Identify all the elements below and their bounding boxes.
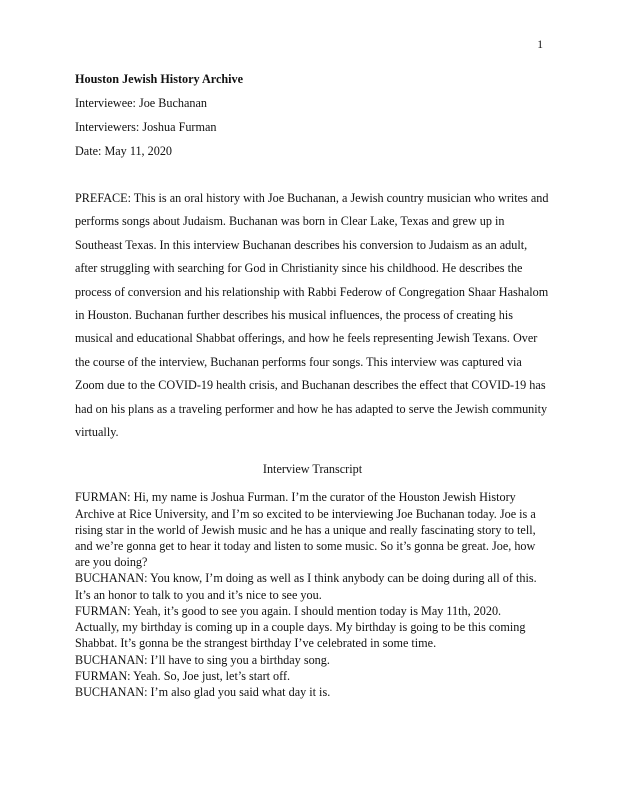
interviewers-line: Interviewers: Joshua Furman: [75, 120, 217, 134]
transcript: [75, 489, 550, 700]
page-number: 1: [537, 39, 543, 51]
date-line: Date: May 11, 2020: [75, 144, 173, 158]
transcript-heading: Interview Transcript: [262, 462, 363, 477]
transcript-turn: FURMAN: Yeah. So, Joe just, let’s start off.: [75, 668, 291, 683]
preface-paragraph: PREFACE: This is an oral history with Joe Buchanan, a Jewish country musician who writes and performs songs about Judaism. Buchanan was born in Clear Lake, Texas and grew up in Southeast Texas. In this interview Buchanan describes his conversion to Judaism as an adult, after struggling with searching for God in Christianity since his childhood. He describes the process of conversion and his relationship with Rabbi Federow of Congregation Shaar Hashalom in Houston. Buchanan further describes his musical influences, the process of creating his musical and educational Shabbat offerings, and how he feels representing Jewish Texans. Over the course of the interview, Buchanan performs four songs. This interview was captured via Zoom due to the COVID-19 health crisis, and Buchanan describes the effect that COVID-19 has had on his plans as a traveling performer and how he has adapted to serve the Jewish community virtually.: [75, 191, 549, 440]
transcript-turn: BUCHANAN: You know, I’m doing as well as I think anybody can be doing during all of this. It’s an honor to talk to you and it’s nice to see you.: [75, 571, 537, 602]
interviewee-line: Interviewee: Joe Buchanan: [75, 96, 207, 110]
archive-title: Houston Jewish History Archive: [75, 72, 244, 86]
transcript-turn: BUCHANAN: I’ll have to sing you a birthday song.: [75, 652, 330, 667]
transcript-turn: BUCHANAN: I’m also glad you said what day it is.: [75, 684, 331, 699]
document-body: [75, 67, 550, 700]
transcript-turn: FURMAN: Yeah, it’s good to see you again. I should mention today is May 11th, 2020. Actually, my birthday is coming up in a couple days. My birthday is going to be this coming Shabbat. It’s gonna be the strangest birthday I’ve celebrated in some time.: [75, 603, 526, 651]
transcript-turn: FURMAN: Hi, my name is Joshua Furman. I’m the curator of the Houston Jewish History Archive at Rice University, and I’m so excited to be interviewing Joe Buchanan today. Joe is a rising star in the world of Jewish music and he has a unique and really fascinating story to tell, and we’re gonna get to hear it today and listen to some music. So it’s gonna be great. Joe, how are you doing?: [75, 490, 536, 570]
